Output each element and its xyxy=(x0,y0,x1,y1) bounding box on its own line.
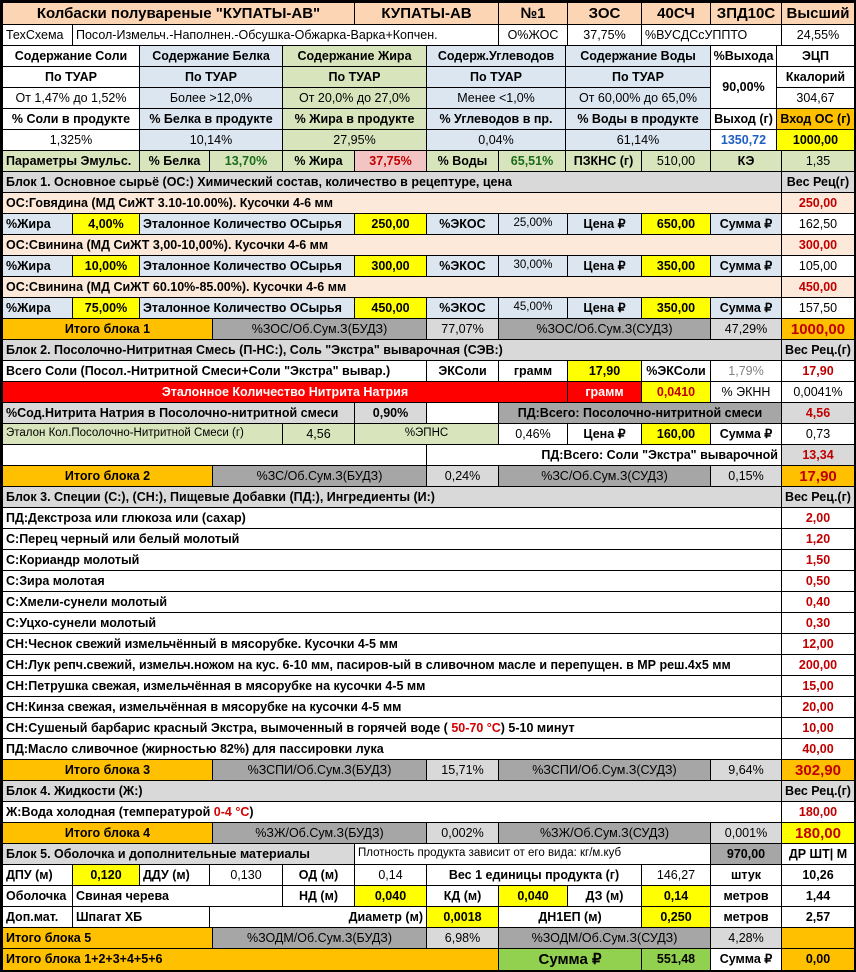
emulsion-water: 65,51% xyxy=(499,151,565,171)
spice-name: С:Хмели-сунели молотый xyxy=(3,592,781,612)
budz-label: %ЗОДМ/Об.Сум.З(БУДЗ) xyxy=(213,928,426,948)
pns-sum: 0,73 xyxy=(782,424,854,444)
spice-name: СН:Петрушка свежая, измельчённая в мясорубке на кусочки 4-5 мм xyxy=(3,676,781,696)
nitrite-content-label: %Сод.Нитрита Натрия в Посолочно-нитритной смеси xyxy=(3,403,354,423)
casing-name: Свиная черева xyxy=(73,886,282,906)
in-product-value: 0,04% xyxy=(427,130,565,150)
spice-weight: 20,00 xyxy=(782,697,854,717)
block2-title: Блок 2. Посолочно-Нитритная Смесь (П-НС:), Соль "Экстра" выварочная (СЭВ:) xyxy=(3,340,781,360)
salt-value: 17,90 xyxy=(568,361,641,381)
pct-eksoli-value: 1,79% xyxy=(711,361,781,381)
casing-label: Оболочка xyxy=(3,886,72,906)
spice-weight: 2,00 xyxy=(782,508,854,528)
budz-value: 77,07% xyxy=(427,319,498,339)
dz-label: ДЗ (м) xyxy=(568,886,641,906)
nitrite-content: 0,90% xyxy=(355,403,426,423)
diameter-value: 0,0018 xyxy=(427,907,498,927)
spice-name: СН:Чеснок свежий измельчённый в мясорубке. Кусочки 4-5 мм xyxy=(3,634,781,654)
spacer xyxy=(3,445,426,465)
emulsion-protein-label: % Белка xyxy=(140,151,209,171)
budz-value: 0,24% xyxy=(427,466,498,486)
etalon-label: Эталонное Количество ОСырья xyxy=(140,298,354,318)
extra-material-name: Шпагат ХБ xyxy=(73,907,209,927)
in-product-label: % Воды в продукте xyxy=(566,109,710,129)
block1-weight-header: Вес Рец(г) xyxy=(782,172,854,192)
spice-name: С:Перец черный или белый молотый xyxy=(3,529,781,549)
in-product-value: 27,95% xyxy=(283,130,426,150)
raw-material-total: 250,00 xyxy=(782,193,854,213)
temperature-range: 0-4 °C xyxy=(213,804,250,819)
block3-total-label: Итого блока 3 xyxy=(3,760,212,780)
grand-total-label: Итого блока 1+2+3+4+5+6 xyxy=(3,949,498,970)
dr-label: ДР ШТ| М xyxy=(782,844,854,864)
budz-value: 0,002% xyxy=(427,823,498,843)
pns-etalon-label: Эталон Кол.Посолочно-Нитритной Смеси (г) xyxy=(3,424,282,444)
epns-label: %ЭПНС xyxy=(355,424,498,444)
nd-label: НД (м) xyxy=(283,886,354,906)
od-value: 0,14 xyxy=(355,865,426,885)
input-label: Вход ОС (г) xyxy=(777,109,854,129)
sudz-label: %ЗСПИ/Об.Сум.З(СУДЗ) xyxy=(499,760,710,780)
header-code-2: 40СЧ xyxy=(642,3,710,24)
spice-name: С:Уцхо-сунели молотый xyxy=(3,613,781,633)
ekos-value: 30,00% xyxy=(499,256,567,276)
block5-total-label: Итого блока 5 xyxy=(3,928,212,948)
gram-unit: грамм xyxy=(499,361,567,381)
in-product-label: % Белка в продукте xyxy=(140,109,282,129)
sudz-label: %ЗОДМ/Об.Сум.З(СУДЗ) xyxy=(499,928,710,948)
kcal-value: 304,67 xyxy=(777,88,854,108)
nitrite-label: Эталонное Количество Нитрита Натрия xyxy=(3,382,567,402)
block4-total-label: Итого блока 4 xyxy=(3,823,212,843)
in-product-value: 61,14% xyxy=(566,130,710,150)
fat-label: %Жира xyxy=(3,214,72,234)
ekos-label: %ЭКОС xyxy=(427,298,498,318)
emulsion-water-label: % Воды xyxy=(427,151,498,171)
liquid-name xyxy=(3,802,781,822)
sum-value: 157,50 xyxy=(782,298,854,318)
grand-sum-label: Сумма ₽ xyxy=(499,949,641,970)
norm-standard: По ТУАР xyxy=(140,67,282,87)
spice-weight: 1,20 xyxy=(782,529,854,549)
block1-title: Блок 1. Основное сырьё (ОС:) Химический состав, количество в рецептуре, цена xyxy=(3,172,781,192)
etalon-value: 250,00 xyxy=(355,214,426,234)
norm-range: От 1,47% до 1,52% xyxy=(3,88,139,108)
grand-sum-value: 551,48 xyxy=(642,949,710,970)
extra-material-label: Доп.мат. xyxy=(3,907,72,927)
sudz-value: 0,001% xyxy=(711,823,781,843)
density-label: Плотность продукта зависит от его вида: кг/м.куб xyxy=(355,844,710,864)
etalon-label: Эталонное Количество ОСырья xyxy=(140,214,354,234)
norm-range: От 20,0% до 27,0% xyxy=(283,88,426,108)
eksoli-label: ЭКСоли xyxy=(427,361,498,381)
dn-label: ДН1ЕП (м) xyxy=(499,907,641,927)
tech-scheme-label: ТехСхема xyxy=(3,25,72,45)
pd-salt-value: 13,34 xyxy=(782,445,854,465)
sudz-value: 9,64% xyxy=(711,760,781,780)
block3-weight-header: Вес Рец.(г) xyxy=(782,487,854,507)
unit-weight-value: 146,27 xyxy=(642,865,710,885)
kd-label: КД (м) xyxy=(427,886,498,906)
pd-pns-label: ПД:Всего: Посолочно-нитритной смеси xyxy=(499,403,781,423)
spacer xyxy=(427,403,498,423)
norm-standard: По ТУАР xyxy=(427,67,565,87)
etalon-value: 300,00 xyxy=(355,256,426,276)
nitrite-gram: грамм xyxy=(568,382,641,402)
price-label: Цена ₽ xyxy=(568,214,641,234)
price-value: 350,00 xyxy=(642,256,710,276)
spice-name-text: СН:Сушеный барбарис красный Экстра, вымоченный в горячей воде ( xyxy=(6,720,452,735)
emulsion-protein: 13,70% xyxy=(210,151,282,171)
temperature-range: 50-70 °C xyxy=(451,720,501,735)
in-product-label: % Жира в продукте xyxy=(283,109,426,129)
input-value: 1000,00 xyxy=(777,130,854,150)
recipe-spreadsheet xyxy=(2,2,854,968)
etalon-value: 450,00 xyxy=(355,298,426,318)
pns-etalon-value: 4,56 xyxy=(283,424,354,444)
meters-label: метров xyxy=(711,907,781,927)
in-product-label: % Углеводов в пр. xyxy=(427,109,565,129)
composition-header: Содержание Соли xyxy=(3,46,139,66)
composition-header: ЭЦП xyxy=(777,46,854,66)
salt-total: 17,90 xyxy=(782,361,854,381)
tech-scheme: Посол-Измельч.-Наполнен.-Обсушка-Обжарка-Варка+Копчен. xyxy=(73,25,498,45)
ekos-label: %ЭКОС xyxy=(427,214,498,234)
block1-total: 1000,00 xyxy=(782,319,854,339)
spice-weight: 0,30 xyxy=(782,613,854,633)
pd-salt-label: ПД:Всего: Соли "Экстра" выварочной xyxy=(427,445,781,465)
output-value: 1350,72 xyxy=(711,130,776,150)
exit-percent: 90,00% xyxy=(711,67,776,108)
composition-header: %Выхода xyxy=(711,46,776,66)
nitrite-value: 0,0410 xyxy=(642,382,710,402)
composition-header: Содержание Белка xyxy=(140,46,282,66)
sum-label: Сумма ₽ xyxy=(711,256,781,276)
density-value: 970,00 xyxy=(711,844,781,864)
norm-range: От 60,00% до 65,0% xyxy=(566,88,710,108)
pns-price: 160,00 xyxy=(642,424,710,444)
block3-title: Блок 3. Специи (С:), (СН:), Пищевые Добавки (ПД:), Ингредиенты (И:) xyxy=(3,487,781,507)
dpu-value: 0,120 xyxy=(73,865,139,885)
budz-label: %ЗОС/Об.Сум.З(БУДЗ) xyxy=(213,319,426,339)
composition-header: Содержание Жира xyxy=(283,46,426,66)
fat-value: 10,00% xyxy=(73,256,139,276)
ekos-value: 45,00% xyxy=(499,298,567,318)
ddu-value: 0,130 xyxy=(210,865,282,885)
emulsion-fat-label: % Жира xyxy=(283,151,354,171)
spice-weight: 40,00 xyxy=(782,739,854,759)
kcal-label: Ккалорий xyxy=(777,67,854,87)
vusds-label: %ВУСДСсУППТО xyxy=(642,25,781,45)
pzkns-label: ПЗКНС (г) xyxy=(566,151,641,171)
dz-value: 0,14 xyxy=(642,886,710,906)
fat-value: 4,00% xyxy=(73,214,139,234)
od-label: ОД (м) xyxy=(283,865,354,885)
raw-material-name: ОС:Свинина (МД СиЖТ 60.10%-85.00%). Кусочки 4-6 мм xyxy=(3,277,781,297)
recipe-number: №1 xyxy=(499,3,567,24)
raw-material-total: 300,00 xyxy=(782,235,854,255)
etalon-label: Эталонное Количество ОСырья xyxy=(140,256,354,276)
unit-weight-label: Вес 1 единицы продукта (г) xyxy=(427,865,641,885)
norm-standard: По ТУАР xyxy=(3,67,139,87)
salt-label: Всего Соли (Посол.-Нитритной Смеси+Соли "Экстра" вывар.) xyxy=(3,361,426,381)
budz-label: %ЗЖ/Об.Сум.З(БУДЗ) xyxy=(213,823,426,843)
ke-label: КЭ xyxy=(711,151,781,171)
output-label: Выход (г) xyxy=(711,109,776,129)
ke-value: 1,35 xyxy=(782,151,854,171)
spice-name: С:Зира молотая xyxy=(3,571,781,591)
emulsion-fat: 37,75% xyxy=(355,151,426,171)
spice-name: ПД:Масло сливочное (жирностью 82%) для пассировки лука xyxy=(3,739,781,759)
spice-weight: 200,00 xyxy=(782,655,854,675)
raw-material-total: 450,00 xyxy=(782,277,854,297)
sudz-value: 4,28% xyxy=(711,928,781,948)
liquid-tail: ) xyxy=(249,804,254,819)
composition-header: Содержание Воды xyxy=(566,46,710,66)
pieces-value: 10,26 xyxy=(782,865,854,885)
sudz-label: %ЗЖ/Об.Сум.З(СУДЗ) xyxy=(499,823,710,843)
spice-name: ПД:Декстроза или глюкоза или (сахар) xyxy=(3,508,781,528)
spice-name: С:Кориандр молотый xyxy=(3,550,781,570)
sudz-value: 47,29% xyxy=(711,319,781,339)
kd-value: 0,040 xyxy=(499,886,567,906)
block5-title: Блок 5. Оболочка и дополнительные материалы xyxy=(3,844,354,864)
spice-name xyxy=(3,718,781,738)
spice-weight: 12,00 xyxy=(782,634,854,654)
norm-standard: По ТУАР xyxy=(283,67,426,87)
meters-value: 2,57 xyxy=(782,907,854,927)
spice-weight: 10,00 xyxy=(782,718,854,738)
block3-total: 302,90 xyxy=(782,760,854,780)
fat-label: %Жира xyxy=(3,298,72,318)
pct-eksoli-label: %ЭКСоли xyxy=(642,361,710,381)
header-code-1: ЗОС xyxy=(568,3,641,24)
price-value: 650,00 xyxy=(642,214,710,234)
pd-pns-value: 4,56 xyxy=(782,403,854,423)
block5-total xyxy=(782,928,854,948)
epns-value: 0,46% xyxy=(499,424,567,444)
spice-name: СН:Кинза свежая, измельчённая в мясорубке на кусочки 4-5 мм xyxy=(3,697,781,717)
spice-weight: 0,50 xyxy=(782,571,854,591)
block4-weight-header: Вес Рец.(г) xyxy=(782,781,854,801)
norm-range: Менее <1,0% xyxy=(427,88,565,108)
pzkns-value: 510,00 xyxy=(642,151,710,171)
budz-label: %ЗС/Об.Сум.З(БУДЗ) xyxy=(213,466,426,486)
dn-value: 0,250 xyxy=(642,907,710,927)
ekos-label: %ЭКОС xyxy=(427,256,498,276)
sum-label: Сумма ₽ xyxy=(711,214,781,234)
in-product-value: 1,325% xyxy=(3,130,139,150)
eknn-label: % ЭКНН xyxy=(711,382,781,402)
ekos-value: 25,00% xyxy=(499,214,567,234)
liquid-weight: 180,00 xyxy=(782,802,854,822)
spice-name: СН:Лук репч.свежий, измельч.ножом на кус. 6-10 мм, пасиров-ый в сливочном масле и перепущен. в МР реш.4х5 мм xyxy=(3,655,781,675)
in-product-label: % Соли в продукте xyxy=(3,109,139,129)
pns-price-label: Цена ₽ xyxy=(568,424,641,444)
meters-value: 1,44 xyxy=(782,886,854,906)
ojos-label: О%ЖОС xyxy=(499,25,567,45)
composition-header: Содерж.Углеводов xyxy=(427,46,565,66)
block2-total: 17,90 xyxy=(782,466,854,486)
budz-value: 6,98% xyxy=(427,928,498,948)
ddu-label: ДДУ (м) xyxy=(140,865,209,885)
spice-weight: 15,00 xyxy=(782,676,854,696)
header-code-3: ЗПД10С xyxy=(711,3,781,24)
pieces-label: штук xyxy=(711,865,781,885)
dpu-label: ДПУ (м) xyxy=(3,865,72,885)
sudz-label: %ЗОС/Об.Сум.З(СУДЗ) xyxy=(499,319,710,339)
in-product-value: 10,14% xyxy=(140,130,282,150)
sum-label: Сумма ₽ xyxy=(711,298,781,318)
emulsion-label: Параметры Эмульс. xyxy=(3,151,139,171)
raw-material-name: ОС:Свинина (МД СиЖТ 3,00-10,00%). Кусочки 4-6 мм xyxy=(3,235,781,255)
nd-value: 0,040 xyxy=(355,886,426,906)
sum-value: 105,00 xyxy=(782,256,854,276)
block2-weight-header: Вес Рец.(г) xyxy=(782,340,854,360)
norm-range: Более >12,0% xyxy=(140,88,282,108)
diameter-label: Диаметр (м) xyxy=(210,907,426,927)
eknn-value: 0,0041% xyxy=(782,382,854,402)
price-label: Цена ₽ xyxy=(568,256,641,276)
block1-total-label: Итого блока 1 xyxy=(3,319,212,339)
product-name: КУПАТЫ-АВ xyxy=(355,3,498,24)
block4-total: 180,00 xyxy=(782,823,854,843)
recipe-title: Колбаски полувареные "КУПАТЫ-АВ" xyxy=(3,3,354,24)
raw-material-name: ОС:Говядина (МД СиЖТ 3.10-10.00%). Кусочки 4-6 мм xyxy=(3,193,781,213)
spice-weight: 1,50 xyxy=(782,550,854,570)
fat-value: 75,00% xyxy=(73,298,139,318)
spice-name-tail: ) 5-10 минут xyxy=(500,720,575,735)
block4-title: Блок 4. Жидкости (Ж:) xyxy=(3,781,781,801)
budz-value: 15,71% xyxy=(427,760,498,780)
price-value: 350,00 xyxy=(642,298,710,318)
block2-total-label: Итого блока 2 xyxy=(3,466,212,486)
sudz-value: 0,15% xyxy=(711,466,781,486)
fat-label: %Жира xyxy=(3,256,72,276)
sum2-value: 0,00 xyxy=(782,949,854,970)
budz-label: %ЗСПИ/Об.Сум.З(БУДЗ) xyxy=(213,760,426,780)
pns-sum-label: Сумма ₽ xyxy=(711,424,781,444)
spice-weight: 0,40 xyxy=(782,592,854,612)
sudz-label: %ЗС/Об.Сум.З(СУДЗ) xyxy=(499,466,710,486)
sum2-label: Сумма ₽ xyxy=(711,949,781,970)
meters-label: метров xyxy=(711,886,781,906)
price-label: Цена ₽ xyxy=(568,298,641,318)
ojos-value: 37,75% xyxy=(568,25,641,45)
vusds-value: 24,55% xyxy=(782,25,854,45)
norm-standard: По ТУАР xyxy=(566,67,710,87)
liquid-text: Ж:Вода холодная (температурой xyxy=(6,804,214,819)
sum-value: 162,50 xyxy=(782,214,854,234)
header-grade: Высший xyxy=(782,3,854,24)
